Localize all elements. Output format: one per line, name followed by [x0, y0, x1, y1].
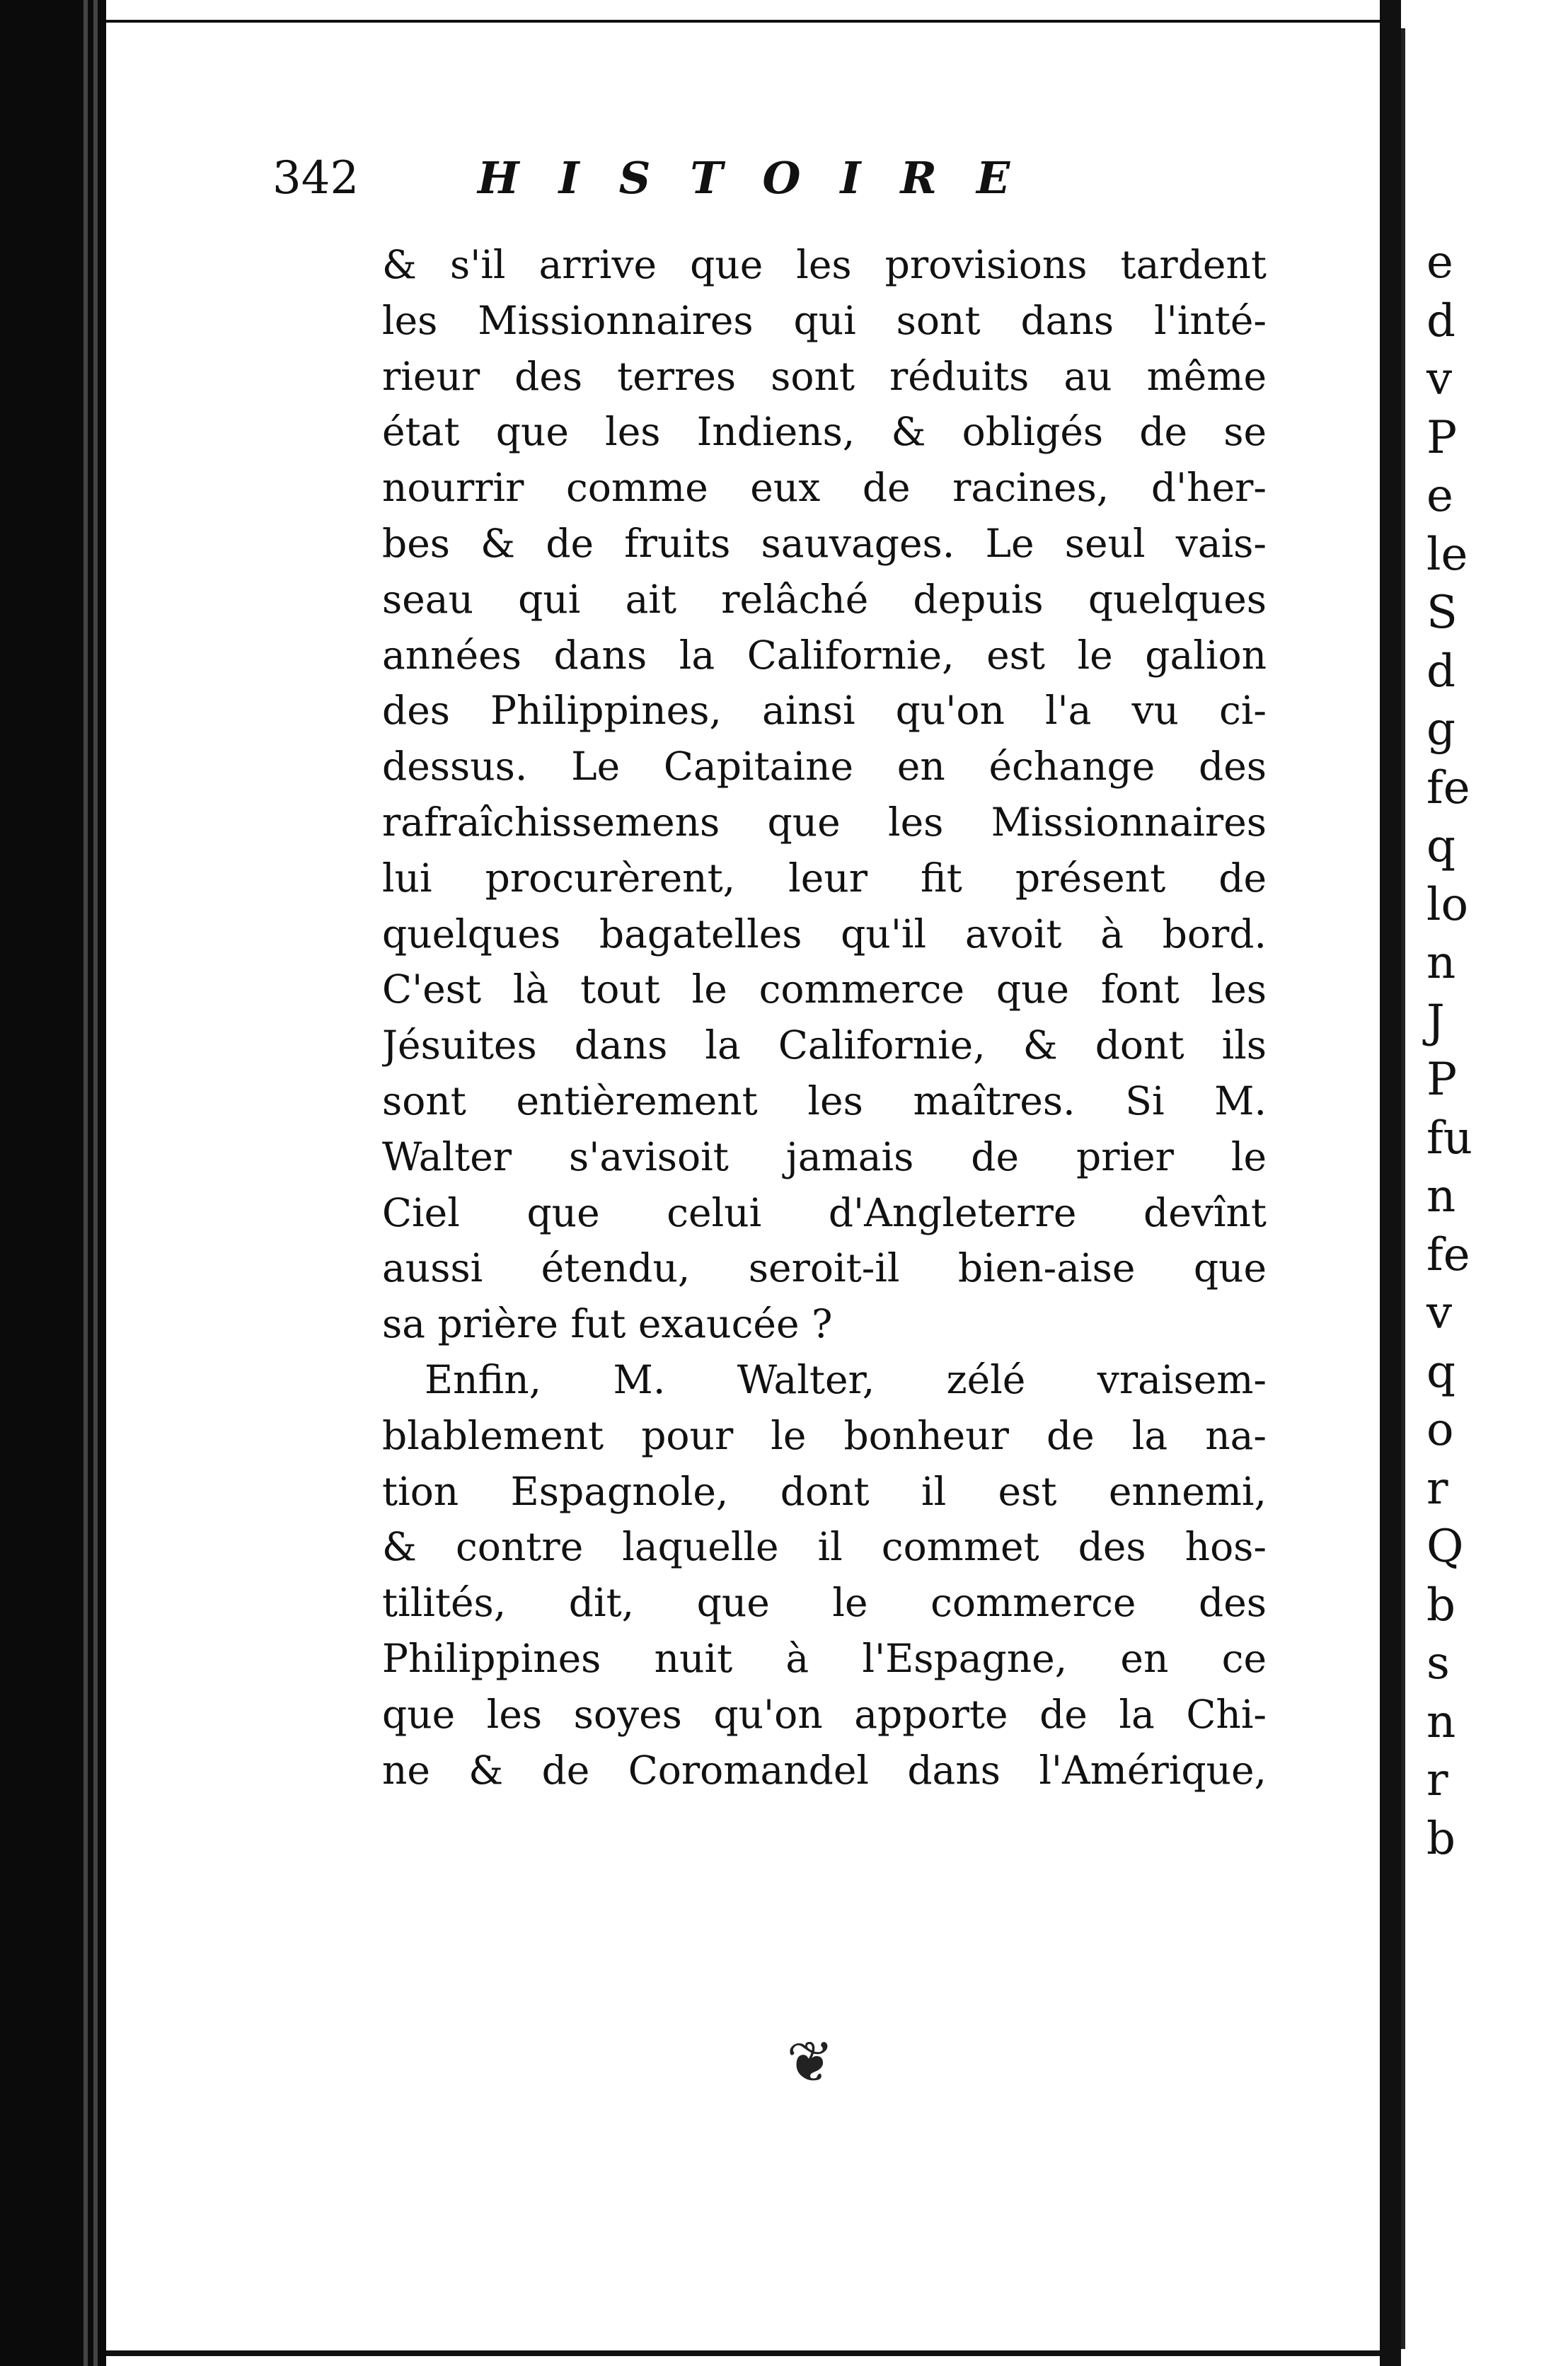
next-page-letter: v — [1426, 1287, 1453, 1339]
text-line: nourrir comme eux de racines, d'her- — [382, 465, 1267, 511]
text-line: Walter s'avisoit jamais de prier le — [382, 1133, 1267, 1179]
next-page-letter: n — [1426, 1170, 1456, 1223]
next-page-letter: b — [1426, 1812, 1455, 1865]
page-header — [272, 152, 1277, 209]
running-head: HISTOIRE — [478, 152, 1050, 204]
page-gutter — [1380, 0, 1401, 2366]
text-line: sa prière fut exaucée ? — [382, 1301, 833, 1347]
text-line: & contre laquelle il commet des hos- — [382, 1524, 1267, 1570]
next-page-letter: e — [1426, 470, 1453, 522]
binding-edge — [0, 0, 106, 2366]
next-page-letter: q — [1426, 820, 1455, 872]
text-line: Ciel que celui d'Angleterre devînt — [382, 1189, 1267, 1235]
next-page-letter: s — [1426, 1637, 1450, 1690]
text-line: tilités, dit, que le commerce des — [382, 1580, 1267, 1626]
next-page-letter: b — [1426, 1579, 1455, 1632]
text-line: état que les Indiens, & obligés de se — [382, 409, 1267, 455]
text-line: C'est là tout le commerce que font les — [382, 966, 1267, 1012]
next-page-letter: n — [1426, 937, 1456, 989]
next-page-letter: fe — [1426, 761, 1470, 814]
page-number: 342 — [272, 152, 359, 204]
text-line: les Missionnaires qui sont dans l'inté- — [382, 297, 1267, 343]
next-page-letter: v — [1426, 353, 1453, 405]
body-text — [382, 237, 1267, 1798]
next-page-letter: q — [1426, 1345, 1455, 1398]
text-line: blablement pour le bonheur de la na- — [382, 1412, 1267, 1458]
next-page-letter: n — [1426, 1695, 1456, 1748]
text-line: aussi étendu, seroit-il bien-aise que — [382, 1245, 1267, 1291]
next-page-letter: S — [1426, 587, 1458, 639]
text-line: dessus. Le Capitaine en échange des — [382, 744, 1267, 790]
next-page-letter: P — [1426, 1054, 1458, 1106]
next-page-letters — [1426, 233, 1568, 1868]
text-line: tion Espagnole, dont il est ennemi, — [382, 1468, 1267, 1514]
next-page-letter: o — [1426, 1404, 1454, 1456]
next-page-letter: r — [1426, 1754, 1448, 1806]
binding-stripe — [93, 0, 98, 2366]
text-line: quelques bagatelles qu'il avoit à bord. — [382, 911, 1267, 957]
next-page-letter: Q — [1426, 1520, 1464, 1573]
text-line: années dans la Californie, est le galion — [382, 632, 1267, 678]
text-line: ne & de Coromandel dans l'Amérique, — [382, 1747, 1267, 1793]
next-page-letter: d — [1426, 294, 1455, 347]
next-page-letter: P — [1426, 411, 1458, 464]
binding-stripe — [83, 0, 88, 2366]
next-page-letter: fu — [1426, 1112, 1472, 1165]
next-page-letter: lo — [1426, 878, 1468, 931]
next-page-letter: d — [1426, 645, 1455, 698]
text-line: Philippines nuit à l'Espagne, en ce — [382, 1635, 1267, 1681]
ornament-icon: ❦ — [786, 2029, 834, 2095]
next-page-letter: g — [1426, 703, 1455, 756]
text-line: & s'il arrive que les provisions tardent — [382, 242, 1267, 287]
next-page-letter: fe — [1426, 1228, 1470, 1281]
text-line: seau qui ait relâché depuis quelques — [382, 576, 1267, 622]
text-line: des Philippines, ainsi qu'on l'a vu ci- — [382, 688, 1267, 734]
next-page-letter: le — [1426, 528, 1468, 581]
text-line: rieur des terres sont réduits au même — [382, 353, 1267, 399]
next-page-letter: J — [1426, 995, 1445, 1048]
next-page-letter: e — [1426, 236, 1453, 289]
text-line: Enfin, M. Walter, zélé vraisem- — [425, 1356, 1267, 1402]
text-line: lui procurèrent, leur fit présent de — [382, 855, 1267, 901]
next-page-edge — [1401, 28, 1568, 2349]
text-line: sont entièrement les maîtres. Si M. — [382, 1078, 1267, 1124]
text-line: Jésuites dans la Californie, & dont ils — [382, 1022, 1267, 1068]
text-line: bes & de fruits sauvages. Le seul vais- — [382, 520, 1267, 566]
text-line: rafraîchissemens que les Missionnaires — [382, 799, 1267, 845]
text-line: que les soyes qu'on apporte de la Chi- — [382, 1691, 1267, 1737]
next-page-letter: r — [1426, 1462, 1448, 1515]
